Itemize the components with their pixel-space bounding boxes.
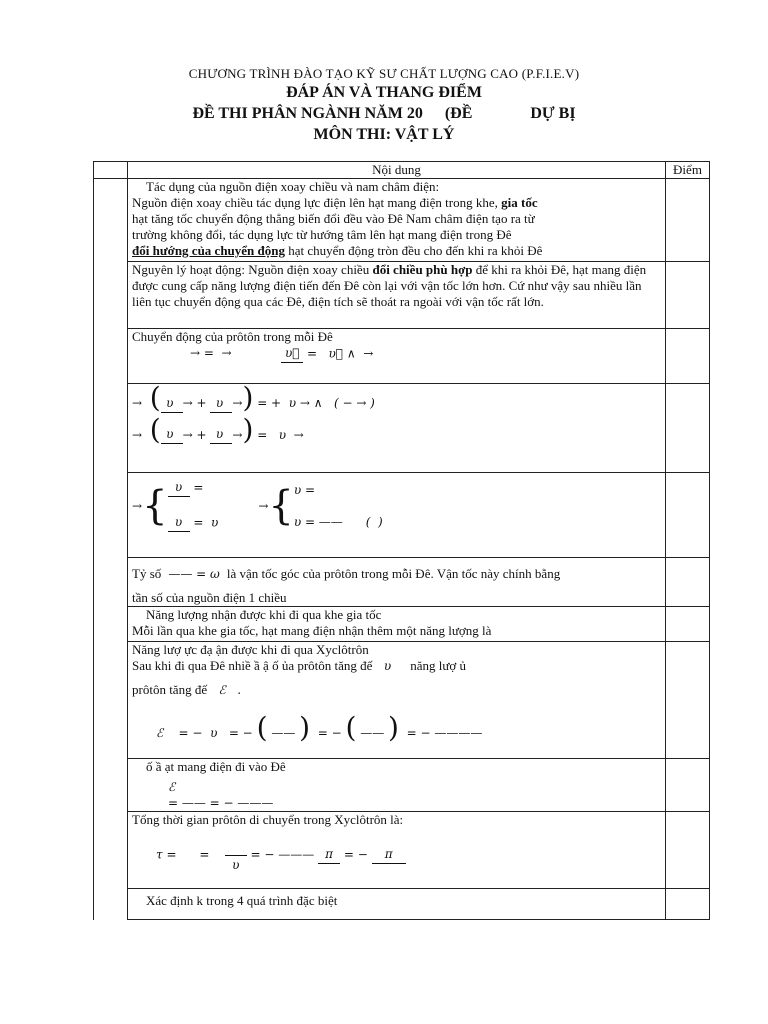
row-text-bold: đổi chiều phù hợp (372, 262, 473, 277)
row-text: Sau khi đi qua Đê nhiề ầ ậ ố ủa prôtôn tăng đế (132, 658, 373, 673)
equation: → = → (190, 346, 282, 361)
subject-title: MÔN THI: VẬT LÝ (313, 126, 455, 143)
row-text: năng lượ ủ (410, 658, 467, 673)
equation: —— = ω (164, 567, 224, 581)
score-cell (666, 262, 710, 329)
row-text: Tổng thời gian prôtôn di chuyển trong Xyclôtrôn là: (132, 812, 404, 827)
row-text: hạt chuyển động tròn đều cho đến khi ra khỏi Đê (288, 243, 543, 258)
table-header-row (94, 162, 710, 179)
table-row (94, 384, 710, 473)
score-cell (666, 558, 710, 607)
table-row (94, 759, 710, 812)
table-row (94, 473, 710, 558)
score-cell (666, 812, 710, 889)
answer-key-title: ĐÁP ÁN VÀ THANG ĐIỂM (286, 84, 482, 101)
row-text: Xác định k trong 4 quá trình đặc biệt (146, 893, 338, 908)
row-text-bold: đổi hướng của chuyển động (132, 243, 285, 258)
content-cell: → ( υ → + υ →) = + υ → ∧ ( − → ) → ( υ → + υ →) = υ → (128, 384, 666, 473)
content-cell: Chuyển động của prôtôn trong mỗi Đê → = → υ⃗ = υ⃗ ∧ → (128, 329, 666, 384)
score-cell (666, 329, 710, 384)
fraction: υ⃗ (281, 345, 303, 364)
table-row (94, 329, 710, 384)
content-cell (128, 607, 666, 642)
content-cell (128, 889, 666, 920)
table-row (94, 262, 710, 329)
program-title: CHƯƠNG TRÌNH ĐÀO TẠO KỸ SƯ CHẤT LƯỢNG CAO (P.F.I.E.V) (188, 66, 580, 81)
equation: → (132, 499, 143, 513)
row-text: Chuyển động của prôtôn trong mỗi Đê (132, 329, 333, 344)
score-cell (666, 179, 710, 262)
row-text: trường không đổi, tác dụng lực từ hướng tâm lên hạt mang điện trong Đê (132, 227, 512, 242)
equation: → (132, 427, 150, 442)
row-text: tần số của nguồn điện 1 chiều (132, 590, 287, 605)
col-content-header: Nội dung (128, 162, 666, 179)
col-index-header (94, 162, 128, 179)
score-cell (666, 642, 710, 759)
content-cell: Năng lượ ực đạ ận được khi đi qua Xyclôtrôn Sau khi đi qua Đê nhiề ầ ậ ố ủa prôtôn tăng đế υ năng lượ ủ prôtôn tăng đế ℰ . ℰ = − υ = − ( —— ) = − ( —— ) = − ———— (128, 642, 666, 759)
exam-title (0, 103, 768, 124)
equation: ℰ (168, 780, 176, 794)
equation: = —— = − ——— (168, 796, 274, 810)
table-row (94, 642, 710, 759)
score-cell (666, 473, 710, 558)
score-cell (666, 889, 710, 920)
row-text: Nguồn điện xoay chiều tác dụng lực điện lên hạt mang điện trong khe, (132, 195, 498, 210)
row-text: Nguyên lý hoạt động: Nguồn điện xoay chiều (132, 262, 370, 277)
table-row (94, 812, 710, 889)
row-text: để khi ra khỏi Đê, hạt mang điện được cung cấp năng lượng điện tiến đến Đê còn lại với vận tốc lớn hơn. Cứ như vậy sau nhiều lần liên tục chuyển động qua các Đê, điện tích sẽ thoát ra ngoài với vận tốc rất lớn. (132, 262, 647, 309)
row-text-bold: gia tốc (501, 195, 538, 210)
col-score-header: Điểm (666, 162, 710, 179)
content-cell: → { υ = υ = υ → { υ = υ = —— ( ) (128, 473, 666, 558)
row-text: là vận tốc góc của prôtôn trong mỗi Đê. Vận tốc này chính bằng (226, 566, 561, 581)
equation: → (132, 396, 150, 410)
index-cell (94, 179, 128, 920)
row-text: Tác dụng của nguồn điện xoay chiều và nam châm điện: (146, 179, 440, 194)
row-text: Tỷ số (132, 566, 162, 581)
score-cell (666, 759, 710, 812)
row-text: hạt tăng tốc chuyển động thẳng biến đổi đều vào Đê Nam châm điện tạo ra từ (132, 211, 535, 226)
score-cell (666, 607, 710, 642)
exam-title-right: DỰ BỊ (530, 105, 576, 122)
equation: ℰ = − υ = − (156, 726, 257, 740)
answer-table (93, 161, 710, 920)
row-text: ố ầ ạt mang điện đi vào Đê (146, 759, 286, 774)
content-cell: Tổng thời gian prôtôn di chuyển trong Xyclôtrôn là: τ = = υ = − ——— π = − π (128, 812, 666, 889)
table-row (94, 889, 710, 920)
table-row (94, 558, 710, 607)
row-text: Mỗi lần qua khe gia tốc, hạt mang điện nhận thêm một năng lượng là (132, 623, 492, 638)
equation: τ = = (156, 847, 225, 862)
row-text: Năng lượng nhận được khi đi qua khe gia tốc (146, 607, 382, 622)
table-row (94, 179, 710, 262)
table-row (94, 607, 710, 642)
score-cell (666, 384, 710, 473)
exam-title-mid: (ĐỀ (444, 105, 473, 122)
content-cell (128, 759, 666, 812)
document-header (0, 66, 768, 145)
content-cell (128, 179, 666, 262)
content-cell (128, 558, 666, 607)
content-cell (128, 262, 666, 329)
exam-title-left: ĐỀ THI PHÂN NGÀNH NĂM 20 (192, 105, 423, 122)
row-text: Năng lượ ực đạ ận được khi đi qua Xyclôtrôn (132, 642, 369, 657)
row-text: prôtôn tăng đế (132, 682, 208, 697)
